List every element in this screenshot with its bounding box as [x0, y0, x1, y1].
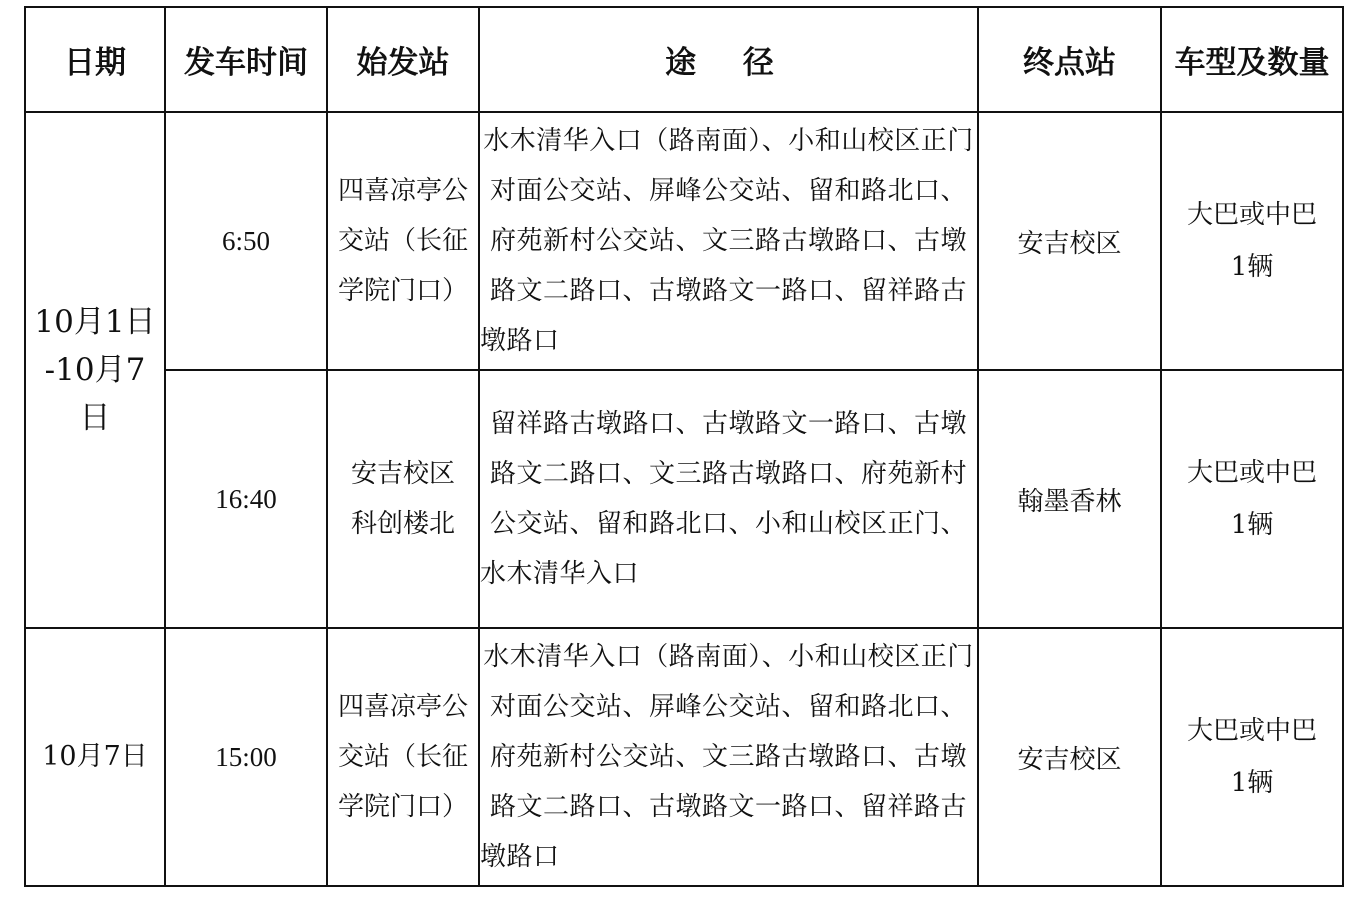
origin-cell	[327, 628, 479, 886]
vehicle-cell	[1161, 628, 1343, 886]
origin-line: 科创楼北	[350, 509, 455, 539]
vehicle-type: 大巴或中巴	[1186, 200, 1317, 230]
header-date: 日期	[25, 7, 165, 112]
origin-line: 交站（长征	[337, 742, 468, 772]
time-cell: 16:40	[165, 370, 327, 628]
destination-cell: 翰墨香林	[978, 370, 1161, 628]
vehicle-count: 1辆	[1230, 768, 1274, 798]
date-cell	[25, 112, 165, 628]
route-cell: 水木清华入口（路南面）、小和山校区正门对面公交站、屏峰公交站、留和路北口、府苑新村公交站、文三路古墩路口、古墩路文二路口、古墩路文一路口、留祥路古墩路口	[479, 628, 978, 886]
table-row	[25, 628, 1343, 886]
origin-line: 学院门口）	[337, 792, 468, 822]
header-row	[25, 7, 1343, 112]
table-row	[25, 370, 1343, 628]
header-origin: 始发站	[327, 7, 479, 112]
header-destination: 终点站	[978, 7, 1161, 112]
header-route: 途 径	[479, 7, 978, 112]
time-cell: 15:00	[165, 628, 327, 886]
table-row	[25, 112, 1343, 370]
origin-line: 四喜凉亭公	[337, 176, 468, 206]
route-cell: 留祥路古墩路口、古墩路文一路口、古墩路文二路口、文三路古墩路口、府苑新村公交站、留和路北口、小和山校区正门、水木清华入口	[479, 370, 978, 628]
origin-line: 四喜凉亭公	[337, 692, 468, 722]
destination-cell: 安吉校区	[978, 628, 1161, 886]
origin-cell	[327, 370, 479, 628]
origin-line: 交站（长征	[337, 226, 468, 256]
header-time: 发车时间	[165, 7, 327, 112]
time-cell: 6:50	[165, 112, 327, 370]
header-vehicle: 车型及数量	[1161, 7, 1343, 112]
vehicle-cell	[1161, 370, 1343, 628]
origin-line: 学院门口）	[337, 276, 468, 306]
vehicle-type: 大巴或中巴	[1186, 716, 1317, 746]
vehicle-count: 1辆	[1230, 252, 1274, 282]
date-line: 10月1日	[34, 304, 156, 340]
bus-schedule-table	[24, 6, 1344, 887]
date-line: 日	[79, 400, 111, 436]
date-line: -10月7	[44, 352, 146, 388]
origin-line: 安吉校区	[350, 459, 455, 489]
vehicle-cell	[1161, 112, 1343, 370]
vehicle-type: 大巴或中巴	[1186, 458, 1317, 488]
destination-cell: 安吉校区	[978, 112, 1161, 370]
vehicle-count: 1辆	[1230, 510, 1274, 540]
route-cell: 水木清华入口（路南面）、小和山校区正门对面公交站、屏峰公交站、留和路北口、府苑新村公交站、文三路古墩路口、古墩路文二路口、古墩路文一路口、留祥路古墩路口	[479, 112, 978, 370]
origin-cell	[327, 112, 479, 370]
date-cell: 10月7日	[25, 628, 165, 886]
